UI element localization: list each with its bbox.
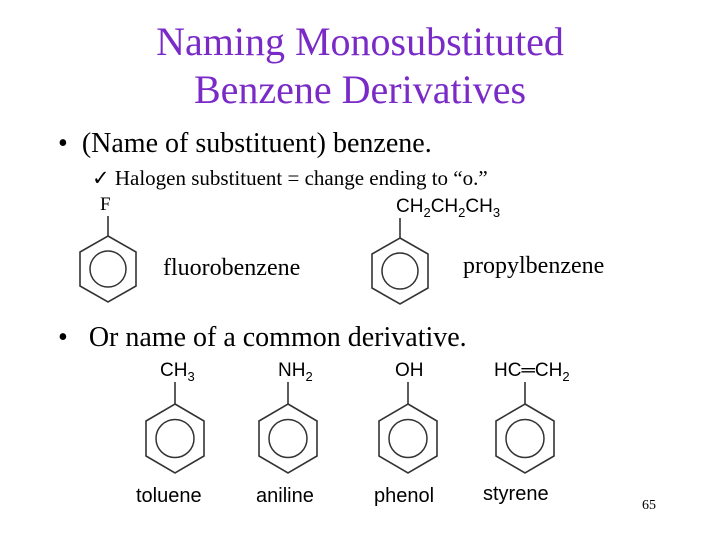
propylbenzene-name: propylbenzene bbox=[463, 253, 605, 279]
page-number: 65 bbox=[642, 498, 656, 513]
toluene-formula: $CH_3$ bbox=[160, 360, 195, 384]
bullet-marker: • bbox=[58, 128, 68, 159]
toluene-name: toluene bbox=[136, 485, 202, 507]
bullet-common-derivative bbox=[58, 322, 467, 354]
toluene-ring-structure bbox=[137, 378, 217, 488]
checkmark-icon: ✓ bbox=[92, 166, 110, 190]
slide-title bbox=[0, 18, 720, 114]
styrene-ring-structure bbox=[487, 378, 567, 488]
subbullet-halogen bbox=[92, 166, 488, 191]
propylbenzene-ring-structure bbox=[362, 212, 442, 312]
title-line-2: Benzene Derivatives bbox=[193, 67, 527, 112]
aniline-name: aniline bbox=[256, 485, 314, 507]
aniline-ring-structure bbox=[250, 378, 330, 488]
phenol-name: phenol bbox=[374, 485, 435, 507]
fluorine-substituent-label: F bbox=[100, 194, 111, 215]
subbullet-text: Halogen substituent = change ending to “o.” bbox=[114, 166, 488, 190]
aniline-formula: $NH_2$ bbox=[278, 360, 313, 384]
styrene-formula: $HC═CH_2$ bbox=[494, 360, 570, 384]
fluorobenzene-name: fluorobenzene bbox=[163, 255, 301, 281]
bullet-substituent-benzene bbox=[58, 128, 432, 160]
propyl-substituent-formula: $CH_2CH_2CH_3$ bbox=[396, 196, 501, 220]
phenol-formula: OH bbox=[395, 360, 424, 381]
styrene-name: styrene bbox=[483, 483, 549, 505]
bullet-marker: • bbox=[58, 322, 68, 353]
title-line-1: Naming Monosubstituted bbox=[156, 19, 564, 64]
bullet-text: (Name of substituent) benzene. bbox=[81, 128, 432, 159]
bullet-text: Or name of a common derivative. bbox=[88, 322, 467, 353]
fluorobenzene-ring-structure bbox=[70, 210, 150, 310]
phenol-ring-structure bbox=[370, 378, 450, 488]
